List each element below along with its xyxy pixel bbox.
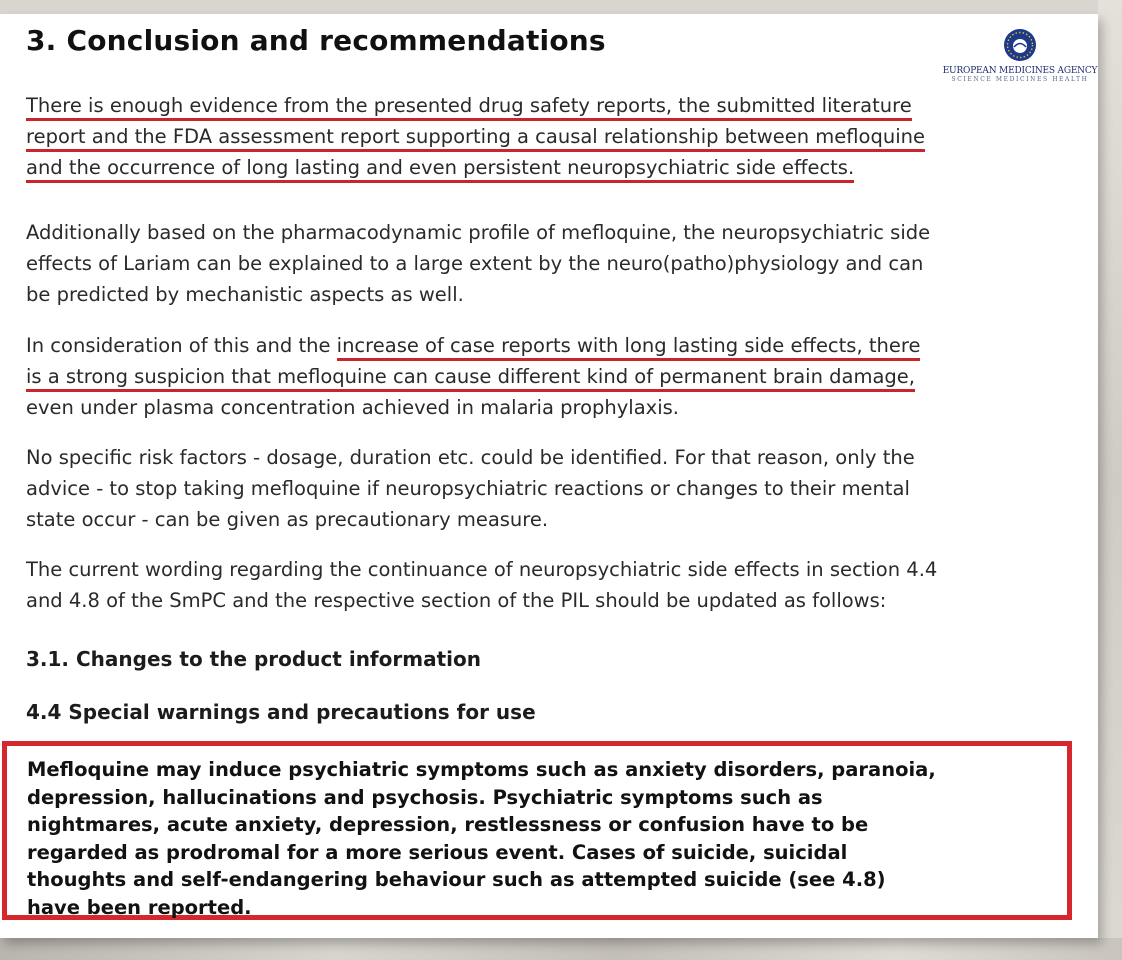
paragraph-line: The current wording regarding the continuance of neuropsychiatric side effects in section 4.4	[26, 558, 938, 581]
paragraph-line: and 4.8 of the SmPC and the respective section of the PIL should be updated as follows:	[26, 589, 887, 612]
warning-line: thoughts and self-endangering behaviour such as attempted suicide (see 4.8)	[27, 868, 886, 891]
underlined-text: report and the FDA assessment report supporting a causal relationship between mefloquine	[26, 125, 925, 152]
paragraph-line: state occur - can be given as precautionary measure.	[26, 508, 549, 531]
subheading-warnings: 4.4 Special warnings and precautions for use	[26, 700, 536, 724]
paragraph-line: No specific risk factors - dosage, duration etc. could be identified. For that reason, only the	[26, 446, 915, 469]
underlined-text: and the occurrence of long lasting and even persistent neuropsychiatric side effects.	[26, 156, 854, 183]
paragraph-wording-update	[26, 554, 1086, 616]
warning-line: nightmares, acute anxiety, depression, restlessness or confusion have to be	[27, 813, 869, 836]
paragraph-line: Additionally based on the pharmacodynamic profile of mefloquine, the neuropsychiatric side	[26, 221, 931, 244]
paragraph-line: advice - to stop taking mefloquine if neuropsychiatric reactions or changes to their mental	[26, 477, 910, 500]
ema-logo	[932, 28, 1108, 83]
underlined-text: There is enough evidence from the presented drug safety reports, the submitted literature	[26, 94, 912, 121]
ema-emblem-icon	[1003, 28, 1037, 62]
warning-line: depression, hallucinations and psychosis. Psychiatric symptoms such as	[27, 785, 823, 809]
section-heading: 3. Conclusion and recommendations	[26, 24, 606, 57]
underlined-text: increase of case reports with long lasting side effects, there	[337, 334, 921, 361]
warning-text	[27, 756, 1047, 921]
paragraph-line: In consideration of this and the	[26, 334, 337, 357]
paragraph-risk-factors	[26, 442, 1086, 535]
document-page	[0, 14, 1098, 938]
paragraph-pharmacodynamic	[26, 217, 1086, 310]
paragraph-evidence	[26, 90, 1086, 183]
background-texture-right	[1098, 0, 1122, 960]
paragraph-line: even under plasma concentration achieved in malaria prophylaxis.	[26, 396, 679, 419]
logo-name: EUROPEAN MEDICINES AGENCY	[942, 66, 1098, 76]
background-texture-bottom	[0, 938, 1122, 960]
warning-box	[2, 741, 1072, 920]
subheading-changes: 3.1. Changes to the product information	[26, 647, 481, 671]
underlined-text: is a strong suspicion that mefloquine can cause different kind of permanent brain damage,	[26, 365, 915, 392]
warning-line: regarded as prodromal for a more serious event. Cases of suicide, suicidal	[27, 840, 848, 864]
warning-line: have been reported.	[27, 895, 252, 919]
paragraph-line: be predicted by mechanistic aspects as well.	[26, 283, 464, 306]
paragraph-brain-damage	[26, 330, 1086, 423]
logo-tagline: SCIENCE MEDICINES HEALTH	[951, 76, 1089, 83]
paragraph-line: effects of Lariam can be explained to a large extent by the neuro(patho)physiology and can	[26, 252, 924, 275]
warning-line: Mefloquine may induce psychiatric symptoms such as anxiety disorders, paranoia,	[27, 758, 936, 781]
